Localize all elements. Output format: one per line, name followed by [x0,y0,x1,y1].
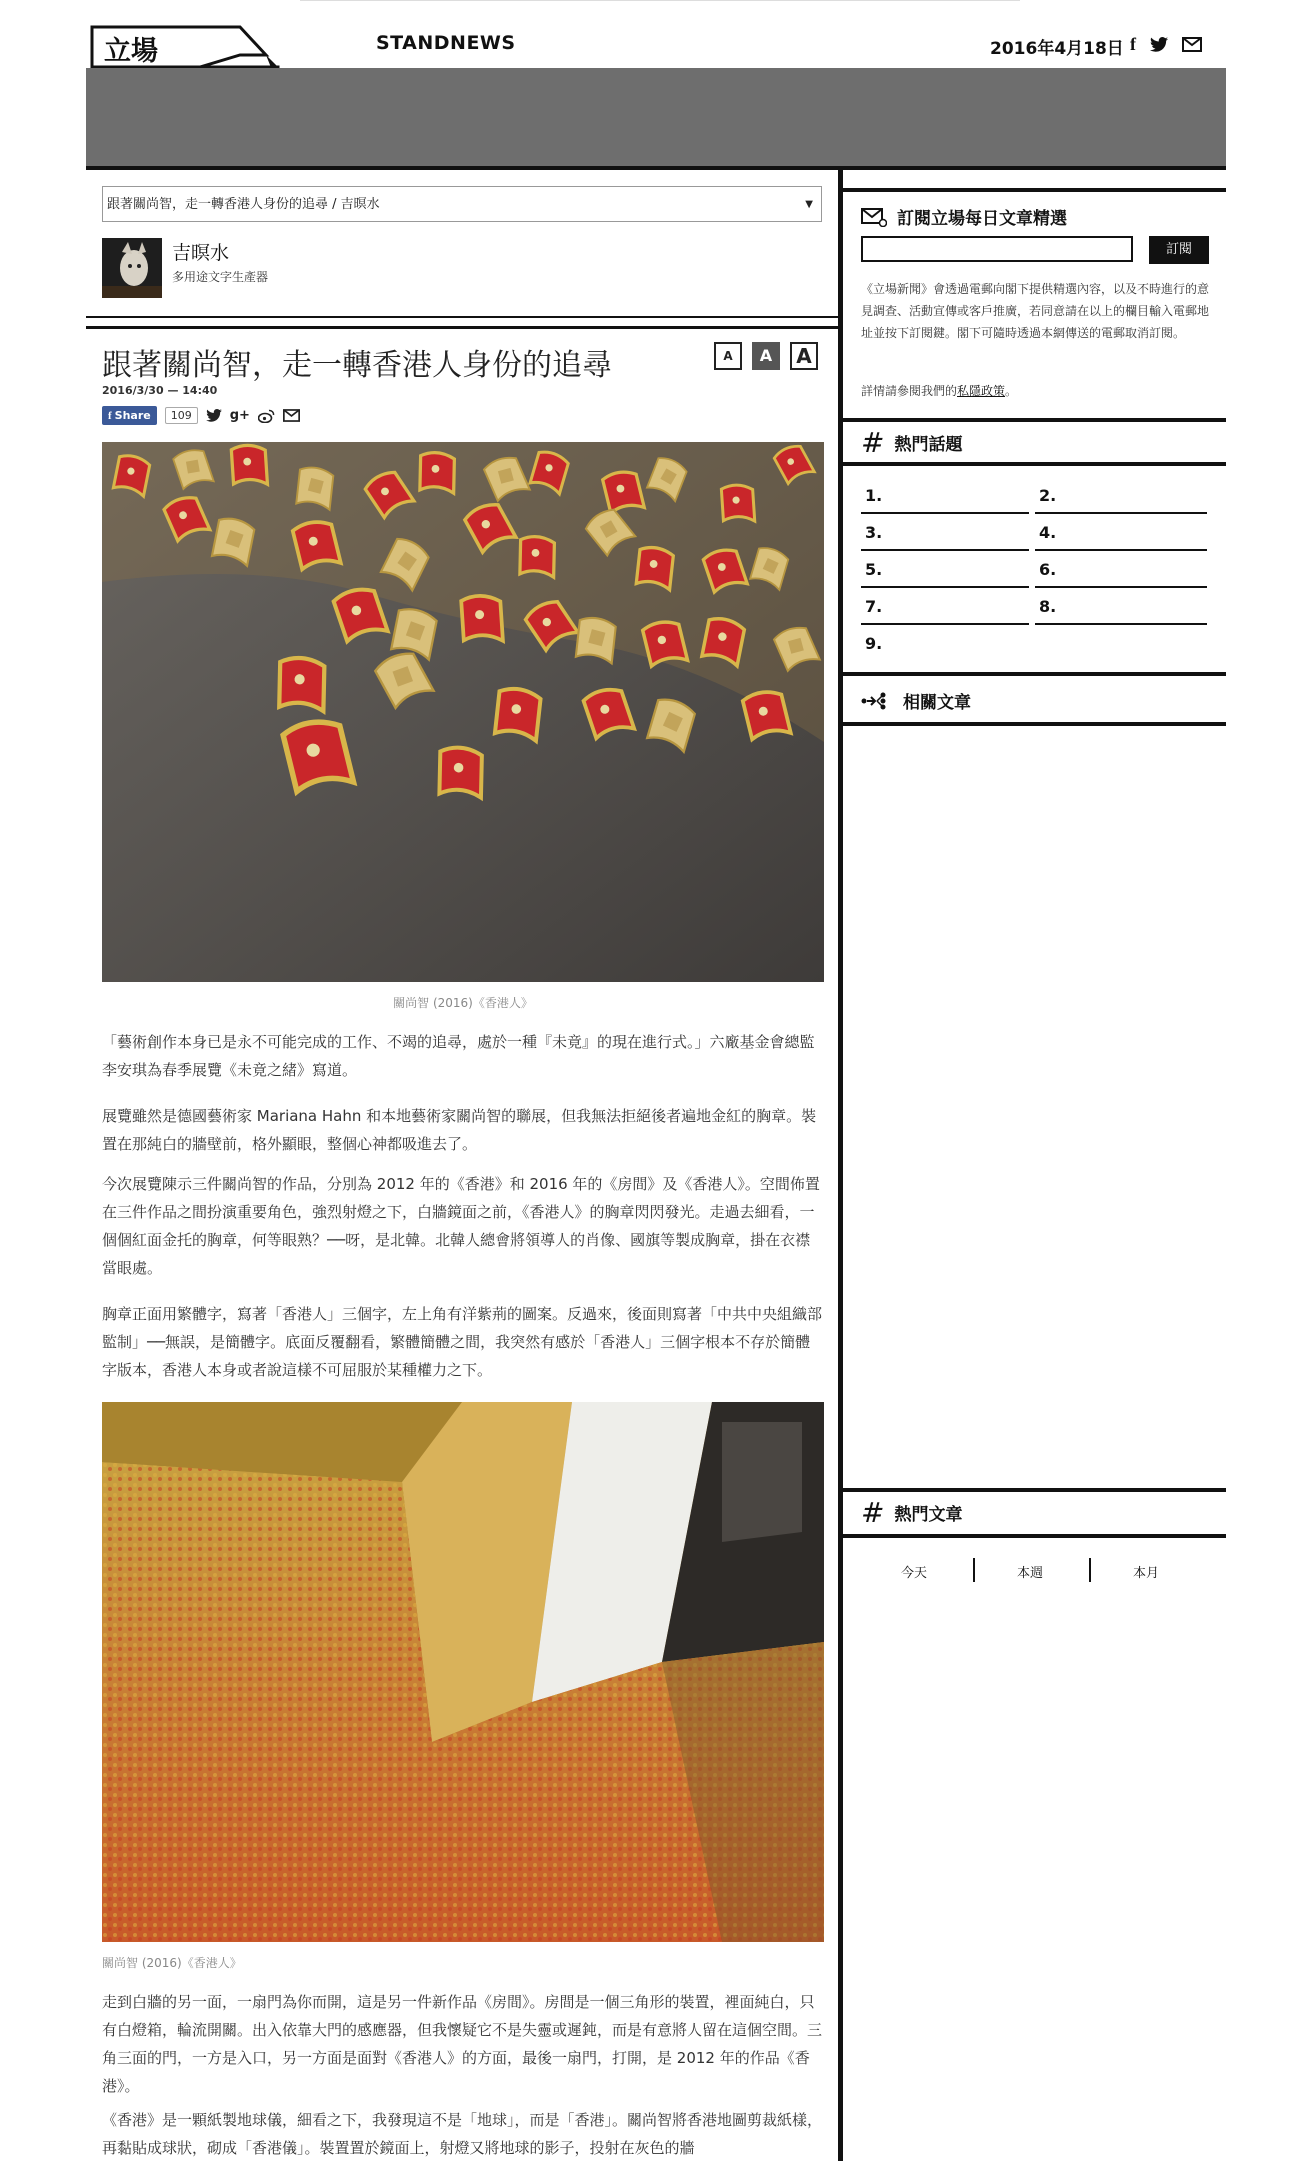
hashtag-icon: # [861,1496,885,1529]
subscribe-header [861,204,1067,229]
hot-topic-item[interactable]: 3. [865,523,883,542]
hot-topic-item[interactable]: 6. [1039,560,1057,579]
photo-caption: 關尚智 (2016)《香港人》 [393,996,533,1010]
email-field[interactable] [861,236,1133,262]
font-size-medium-button[interactable]: A [752,342,780,370]
social-links [1130,34,1202,55]
article-title: 跟著關尚智，走一轉香港人身份的追尋 [102,348,612,383]
brand-name[interactable]: STANDNEWS [376,32,516,54]
twitter-icon[interactable] [206,409,222,422]
sidebar-divider [843,1534,1226,1538]
hot-topic-item[interactable]: 7. [865,597,883,616]
hot-topic-item[interactable]: 2. [1039,486,1057,505]
banner-divider [86,166,1226,170]
tab-separator [1089,1558,1091,1582]
hashtag-icon: # [861,426,885,459]
tab-today[interactable]: 今天 [901,1566,928,1581]
section-divider [86,316,840,318]
top-hairline [300,0,1020,1]
share-bar [102,406,300,425]
sidebar-divider [843,672,1226,676]
column-divider [838,170,843,2161]
hot-topics-title: 熱門話題 [894,435,963,455]
twitter-icon[interactable] [1150,37,1168,52]
article-select-value: 跟著關尚智，走一轉香港人身份的追尋 / 吉暝水 [107,197,380,212]
hot-articles-header [861,1496,962,1529]
topic-underline [861,623,1029,625]
article-paragraph: 今次展覽陳示三件關尚智的作品，分別為 2012 年的《香港》和 2016 年的《房間》及《香港人》。空間佈置在三件作品之間扮演重要角色，強烈射燈之下，白牆鏡面之前，《香港人》的胸章閃閃發光。走過去細看，一個個紅面金托的胸章，何等眼熟？──呀，是北韓。北韓人總會將領導人的肖像、國旗等製成胸章，掛在衣襟當眼處。 [102,1175,820,1277]
topic-underline [861,586,1029,588]
facebook-icon[interactable]: f [1130,34,1136,54]
subscribe-title: 訂閱立場每日文章精選 [897,209,1067,229]
facebook-share-button[interactable] [102,406,157,425]
weibo-icon[interactable] [258,409,275,423]
hot-articles-title: 熱門文章 [894,1505,963,1525]
sidebar-divider [843,722,1226,726]
hot-articles-tabs [843,1558,1226,1586]
logo-text-top: 立場 [104,36,158,67]
font-size-large-button[interactable]: A [790,342,818,370]
topic-underline [1035,623,1207,625]
mail-icon[interactable] [283,409,300,422]
topic-underline [1035,549,1207,551]
topic-underline [1035,586,1207,588]
photo-caption: 關尚智 (2016)《香港人》 [102,1956,242,1970]
hot-topic-item[interactable]: 4. [1039,523,1057,542]
hot-topic-item[interactable]: 9. [865,634,883,653]
tab-week[interactable]: 本週 [1017,1566,1044,1581]
tab-separator [973,1558,975,1582]
related-title: 相關文章 [903,693,971,713]
mail-icon [861,207,887,227]
ad-banner [86,68,1226,166]
section-divider-thick [86,326,840,329]
font-size-controls [714,342,818,370]
mail-icon[interactable] [1182,37,1202,52]
facebook-share-label: Share [114,409,151,422]
privacy-prefix: 詳情請參閱我們的 [861,384,958,398]
sidebar-divider [843,188,1226,192]
privacy-note [861,382,1017,399]
header-date: 2016年4月18日 [990,39,1124,59]
google-plus-icon[interactable]: g+ [229,408,250,423]
subscribe-description: 《立場新聞》會透過電郵向閣下提供精選內容，以及不時進行的意見調查、活動宣傳或客戶推廣，若同意請在以上的欄目輸入電郵地址並按下訂閱鍵。閣下可隨時透過本網傳送的電郵取消訂閱。 [861,282,1210,340]
sidebar-divider [843,1488,1226,1492]
privacy-suffix: 。 [1005,384,1018,398]
sidebar-divider [843,418,1226,422]
article-photo-pins [102,442,824,982]
share-nodes-icon [861,691,893,711]
related-header [861,688,971,713]
article-paragraph: 《香港》是一顆紙製地球儀，細看之下，我發現這不是「地球」，而是「香港」。關尚智將香港地圖剪裁紙樣，再黏貼成球狀，砌成「香港儀」。裝置置於鏡面上，射燈又將地球的影子，投射在灰色的牆 [102,2111,823,2157]
topic-underline [861,512,1029,514]
tab-month[interactable]: 本月 [1133,1566,1160,1581]
article-paragraph: 胸章正面用繁體字，寫著「香港人」三個字，左上角有洋紫荊的圖案。反過來，後面則寫著「中共中央組織部監制」──無誤，是簡體字。底面反覆翻看，繁體簡體之間，我突然有感於「香港人」三個字根本不存於簡體字版本，香港人本身或者說這樣不可屈服於某種權力之下。 [102,1305,823,1379]
hot-topic-item[interactable]: 1. [865,486,883,505]
article-paragraph: 「藝術創作本身已是永不可能完成的工作、不竭的追尋，處於一種『未竟』的現在進行式。」六廠基金會總監李安琪為春季展覽《未竟之緒》寫道。 [102,1033,815,1079]
privacy-policy-link[interactable]: 私隱政策 [957,384,1006,398]
hot-topics-header [861,426,962,459]
avatar[interactable] [102,238,162,298]
hot-topic-item[interactable]: 5. [865,560,883,579]
facebook-icon: f [108,410,112,422]
author-name[interactable]: 吉暝水 [172,242,230,264]
topic-underline [1035,512,1207,514]
sidebar-divider [843,462,1226,466]
publish-date: 2016/3/30 — 14:40 [102,384,218,397]
topic-underline [861,549,1029,551]
author-description: 多用途文字生產器 [172,270,269,284]
article-paragraph: 展覽雖然是德國藝術家 Mariana Hahn 和本地藝術家關尚智的聯展，但我無法拒絕後者遍地金紅的胸章。裝置在那純白的牆壁前，格外顯眼，整個心神都吸進去了。 [102,1107,817,1153]
article-select[interactable] [102,186,822,222]
subscribe-button[interactable]: 訂閱 [1149,236,1209,264]
font-size-small-button[interactable]: A [714,342,742,370]
hot-topic-item[interactable]: 8. [1039,597,1057,616]
share-count: 109 [165,407,198,424]
article-paragraph: 走到白牆的另一面，一扇門為你而開，這是另一件新作品《房間》。房間是一個三角形的裝置，裡面純白，只有白燈箱，輪流開關。出入依靠大門的感應器，但我懷疑它不是失靈或遲鈍，而是有意將人留在這個空間。三角三面的門，一方是入口，另一方面是面對《香港人》的方面，最後一扇門，打開，是 2012 年的作品《香港》。 [102,1993,823,2095]
article-photo-room [102,1402,824,1942]
caret-down-icon: ▼ [805,199,813,210]
